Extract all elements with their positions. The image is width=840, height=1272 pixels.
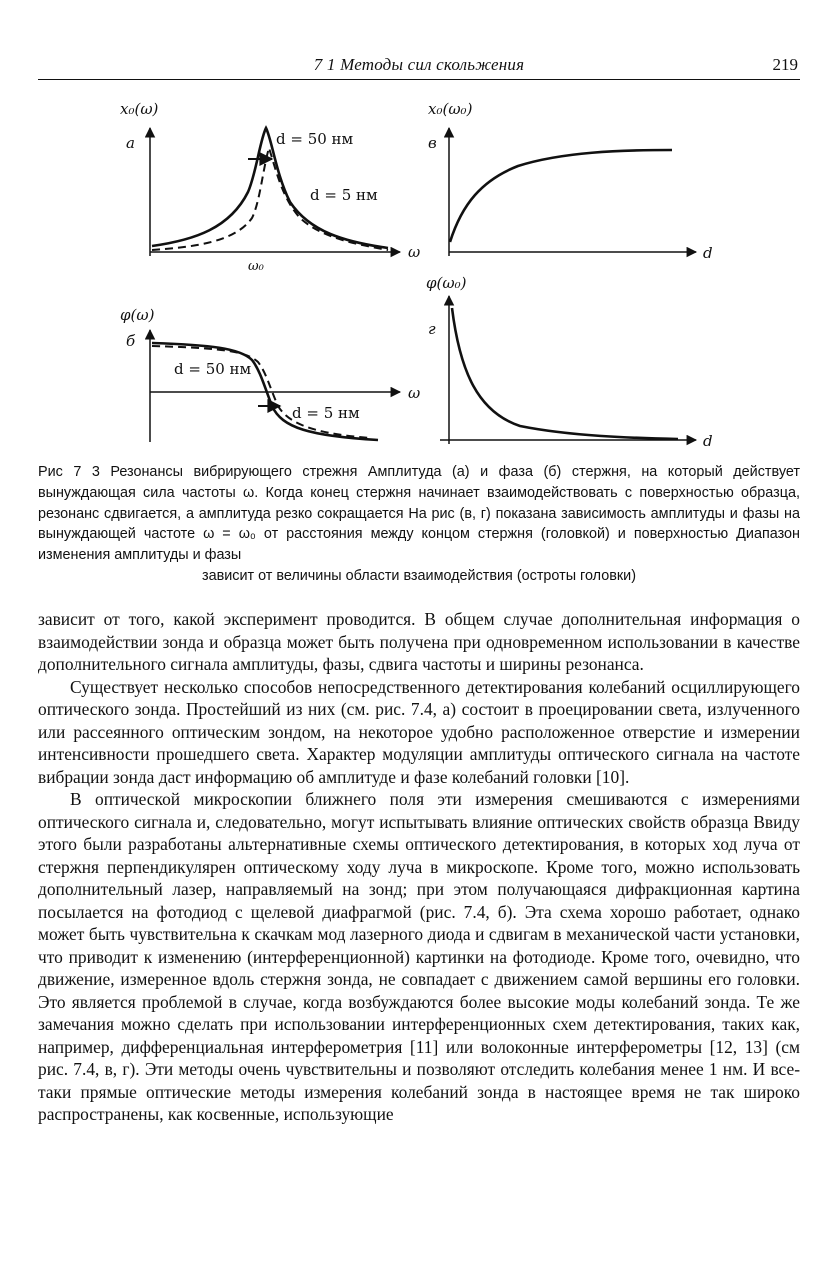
body-text	[38, 608, 800, 1126]
panel-b-curve-label-5nm: d = 5 нм	[292, 404, 360, 422]
panel-a-y-label: x₀(ω)	[120, 100, 159, 118]
paragraph-3: В оптической микроскопии ближнего поля эти измерения смешиваются с измерениями оптического сигнала и, следовательно, могут испытывать влияние оптических свойств образца Ввиду этого были разработаны альтернативные схемы оптического детектирования, в которых ход луча от стержня перпендикулярен оптическому ходу луча в микроскопе. Кроме того, можно использовать дополнительный лазер, направляемый на зонд; при этом получающаяся дифракционная картина посылается на фотодиод с щелевой диафрагмой (рис. 7.4, б). Эта схема хорошо работает, однако может быть чувствительна к скачкам мод лазерного диода и сдвигам в механической части установки, что приводит к изменению (интерференционной) картинки на фотодиоде. Кроме того, очевидно, что движение, измеренное вдоль стержня зонда, не совпадает с движением самой вершины его головки. Это является проблемой в случае, когда возбуждаются более высокие моды колебаний зонда. Те же замечания можно сделать при использовании интерференционных схем детектирования, таких как, например, дифференциальная интерферометрия [11] или волоконные интерферометры [12, 13] (см рис. 7.4, в, г). Эти методы очень чувствительны и позволяют отследить колебания менее 1 нм. И все-таки прямые оптические методы измерения колебаний зонда в настоящее время не так широко распространены, как косвенные, использующие	[38, 789, 800, 1124]
page-number: 219	[772, 55, 798, 74]
caption-last-line: зависит от величины области взаимодействия (остроты головки)	[201, 567, 637, 584]
panel-v-x-label: d	[703, 244, 713, 262]
panel-a-curve-label-50nm: d = 50 нм	[276, 130, 354, 148]
panel-g-y-label: φ(ω₀)	[426, 274, 467, 292]
figure-7-3	[100, 92, 740, 457]
panel-a-x-label: ω	[408, 243, 421, 261]
panel-a	[120, 100, 420, 274]
panel-v-y-label: x₀(ω₀)	[428, 100, 473, 118]
panel-g	[426, 274, 713, 450]
panel-a-x-tick: ω₀	[248, 259, 264, 274]
panel-v-label: в	[428, 134, 437, 152]
panel-b-y-label: φ(ω)	[120, 306, 155, 324]
running-header	[38, 55, 800, 80]
panel-g-curve	[452, 308, 678, 439]
running-title: 7 1 Методы сил скольжения	[313, 55, 525, 74]
panel-v	[428, 100, 713, 262]
panel-v-curve	[450, 150, 672, 242]
figure-caption	[38, 462, 800, 587]
paragraph-1: зависит от того, какой эксперимент проводится. В общем случае дополнительная информация о взаимодействии зонда и образца может быть получена при одновременном использовании в качестве дополнительного сигнала амплитуды, фазы, сдвига частоты и ширины резонанса.	[38, 609, 800, 674]
paragraph-2: Существует несколько способов непосредственного детектирования колебаний осциллирующего оптического зонда. Простейший из них (см. рис. 7.4, а) состоит в проецировании света, излученного или рассеянного оптическим зондом, на некоторое удобно расположенное отверстие и измерении интенсивности прошедшего света. Характер модуляции амплитуды оптического сигнала на частоте вибрации зонда даст информацию об амплитуде и фазе колебаний головки [10].	[38, 676, 800, 787]
panel-b-x-label: ω	[408, 384, 421, 402]
panel-a-label: а	[126, 134, 135, 152]
caption-main: Рис 7 3 Резонансы вибрирующего стрежня Амплитуда (а) и фаза (б) стержня, на который действует вынуждающая сила частоты ω. Когда конец стержня начинает взаимодействовать с поверхностью образца, резонанс сдвигается, а амплитуда резко сокращается На рис (в, г) показана зависимость амплитуды и фазы на вынуждающей частоте ω = ω₀ от расстояния между концом стержня (головкой) и поверхностью Диапазон изменения амплитуды и фазы	[38, 464, 800, 564]
panel-b-label: б	[126, 332, 136, 350]
panel-b	[120, 306, 420, 442]
panel-g-label: г	[428, 320, 436, 338]
panel-g-x-label: d	[703, 432, 713, 450]
panel-a-curve-label-5nm: d = 5 нм	[310, 186, 378, 204]
panel-b-curve-label-50nm: d = 50 нм	[174, 360, 252, 378]
